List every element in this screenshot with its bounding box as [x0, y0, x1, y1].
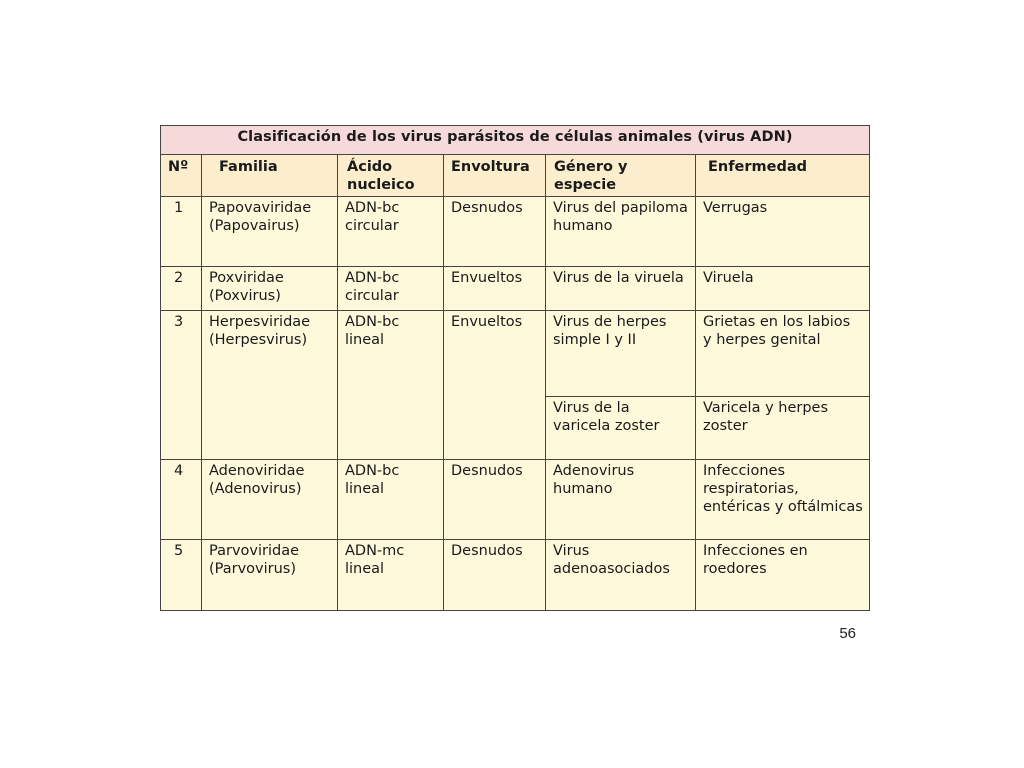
row-genero-especie: Adenovirus humano — [546, 460, 696, 540]
row-genero-especie: Virus de herpes simple I y II — [546, 311, 696, 397]
row-familia: Herpesviridae (Herpesvirus) — [202, 311, 338, 460]
row-acido-nucleico: ADN-bc circular — [338, 197, 444, 267]
row-enfermedad: Verrugas — [696, 197, 870, 267]
row-envoltura: Desnudos — [444, 460, 546, 540]
table-header-row — [161, 155, 870, 197]
row-number: 5 — [161, 540, 202, 611]
table-row — [161, 460, 870, 540]
table-row — [161, 267, 870, 311]
table-row — [161, 197, 870, 267]
header-envoltura: Envoltura — [444, 155, 546, 197]
row-genero-especie: Virus del papiloma humano — [546, 197, 696, 267]
row-enfermedad: Infecciones en roedores — [696, 540, 870, 611]
row-genero-especie: Virus de la varicela zoster — [546, 397, 696, 460]
row-genero-especie: Virus adenoasociados — [546, 540, 696, 611]
row-familia: Parvoviridae (Parvovirus) — [202, 540, 338, 611]
header-familia: Familia — [202, 155, 338, 197]
virus-classification-table — [160, 125, 870, 611]
row-genero-especie: Virus de la viruela — [546, 267, 696, 311]
header-number: Nº — [161, 155, 202, 197]
table-row — [161, 540, 870, 611]
row-acido-nucleico: ADN-bc circular — [338, 267, 444, 311]
row-envoltura: Envueltos — [444, 311, 546, 460]
row-envoltura: Desnudos — [444, 540, 546, 611]
table-title-row — [161, 126, 870, 155]
row-familia: Adenoviridae (Adenovirus) — [202, 460, 338, 540]
header-enfermedad: Enfermedad — [696, 155, 870, 197]
row-enfermedad: Infecciones respiratorias, entéricas y oftálmicas — [696, 460, 870, 540]
row-number: 2 — [161, 267, 202, 311]
row-acido-nucleico: ADN-mc lineal — [338, 540, 444, 611]
row-enfermedad: Grietas en los labios y herpes genital — [696, 311, 870, 397]
row-familia: Poxviridae (Poxvirus) — [202, 267, 338, 311]
header-acido-nucleico: Ácido nucleico — [338, 155, 444, 197]
row-acido-nucleico: ADN-bc lineal — [338, 311, 444, 460]
row-number: 4 — [161, 460, 202, 540]
row-familia: Papovaviridae (Papovairus) — [202, 197, 338, 267]
row-number: 1 — [161, 197, 202, 267]
row-enfermedad: Viruela — [696, 267, 870, 311]
header-genero-especie: Género y especie — [546, 155, 696, 197]
row-envoltura: Desnudos — [444, 197, 546, 267]
row-acido-nucleico: ADN-bc lineal — [338, 460, 444, 540]
page-number: 56 — [839, 625, 856, 642]
row-envoltura: Envueltos — [444, 267, 546, 311]
table-row — [161, 311, 870, 397]
row-number: 3 — [161, 311, 202, 460]
table-title: Clasificación de los virus parásitos de células animales (virus ADN) — [161, 126, 870, 155]
row-enfermedad: Varicela y herpes zoster — [696, 397, 870, 460]
